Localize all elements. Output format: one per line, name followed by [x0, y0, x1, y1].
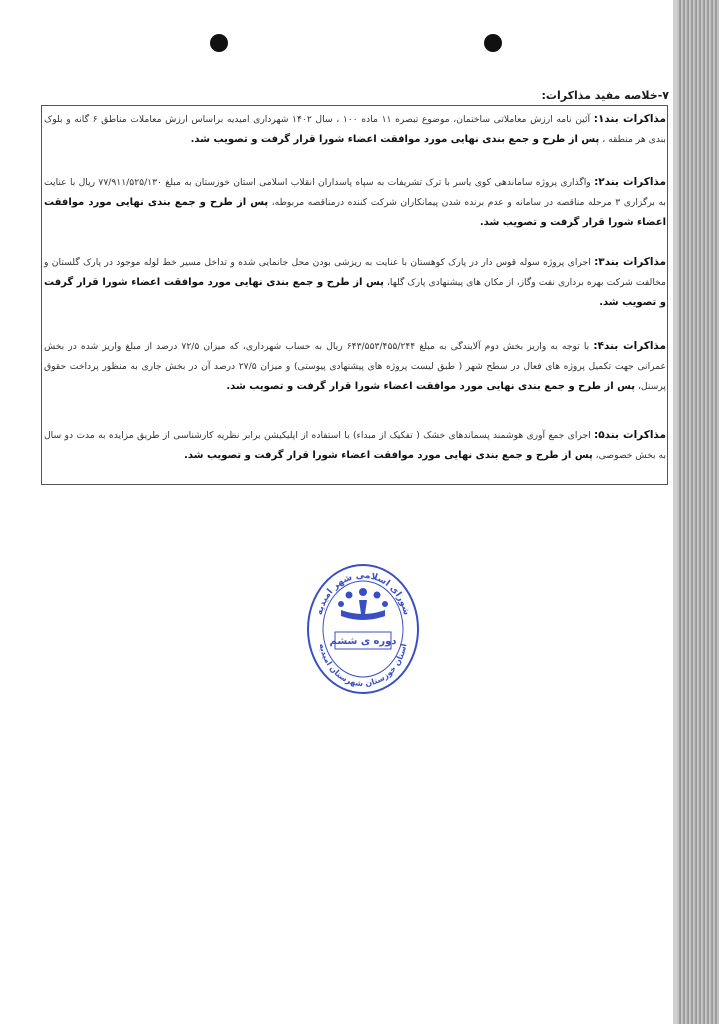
clause-head: مذاکرات بند۳:	[594, 256, 667, 268]
clause-head: مذاکرات بند۴:	[593, 340, 666, 352]
clause-1	[44, 109, 666, 150]
clause-resolution: پس از طرح و جمع بندی نهایی مورد موافقت اعضاء شورا قرار گرفت و تصویب شد.	[44, 277, 666, 308]
clause-body: واگذاری پروژه ساماندهی کوی یاسر با ترک تشریفات به سپاه پاسداران انقلاب اسلامی استان خوزستان به مبلغ ۷۷/۹۱۱/۵۲۵/۱۳۰ ریال با عنایت به برگزاری ۳ مرحله مناقصه در سامانه و عدم برنده شدن پیمانکاران شرکت کننده درمناقصه مربوطه،	[44, 177, 666, 208]
paper-stack-edge	[673, 0, 719, 1024]
clause-body: اجرای پروژه سوله قوس دار در پارک کوهستان با عنایت به ریزشی بودن محل جانمایی شده و تداخل مسیر خط لوله موجود در پارک گلستان و مخالفت شرکت بهره برداری نفت وگاز، از مکان های پیشنهادی پارک گلها،	[44, 257, 666, 288]
clause-3	[44, 252, 666, 313]
clause-resolution: پس از طرح و جمع بندی نهایی مورد موافقت اعضاء شورا قرار گرفت و تصویب شد.	[226, 381, 636, 392]
punch-hole	[210, 34, 228, 52]
clause-resolution: پس از طرح و جمع بندی نهایی مورد موافقت اعضاء شورا قرار گرفت و تصویب شد.	[184, 450, 593, 461]
seal-emblem	[338, 588, 388, 620]
seal-text-bottom: استان خوزستان شهرستان امیدیه	[317, 642, 409, 689]
section-title: ۷-خلاصه مفید مذاکرات:	[541, 89, 669, 102]
clause-body: اجرای جمع آوری هوشمند پسماندهای خشک ( تفکیک از مبداء) با استفاده از اپلیکیشن برابر نظریه کارشناسی از طریق مزایده به مدت دو سال به بخش خصوصی،	[44, 430, 666, 461]
clause-body: آئین نامه ارزش معاملاتی ساختمان، موضوع تبصره ۱۱ ماده ۱۰۰ ، سال ۱۴۰۲ شهرداری امیدیه براساس ارزش معاملات مناطق ۶ گانه و بلوک بندی هر منطقه ،	[44, 114, 666, 145]
clause-resolution: پس از طرح و جمع بندی نهایی مورد موافقت اعضاء شورا قرار گرفت و تصویب شد.	[44, 197, 666, 228]
punch-hole	[484, 34, 502, 52]
clause-head: مذاکرات بند۱:	[593, 113, 666, 125]
clause-2	[44, 172, 666, 233]
clause-body: با توجه به واریز بخش دوم آلایندگی به مبلغ ۶۴۳/۵۵۳/۴۵۵/۲۴۴ ریال به حساب شهرداری، که میزان ۷۲/۵ درصد از مبلغ واریز شده در بخش عمرانی جهت تکمیل پروژه های فعال در سطح شهر ( طبق لیست پروژه های پیشنهادی پیوستی) و میزان ۲۷/۵ درصد آن در بخش جاری به منظور پرداخت حقوق پرسنل،	[44, 341, 666, 392]
clause-head: مذاکرات بند۵:	[594, 429, 666, 441]
clause-resolution: پس از طرح و جمع بندی نهایی مورد موافقت اعضاء شورا قرار گرفت و تصویب شد.	[190, 134, 600, 145]
council-seal	[305, 562, 421, 696]
seal-text-middle: دوره ی ششم	[329, 636, 397, 647]
clause-4	[44, 336, 666, 397]
clause-5	[44, 425, 666, 466]
clause-head: مذاکرات بند۲:	[594, 176, 666, 188]
seal-text-top: شورای اسلامی شهر امیدیه	[314, 570, 412, 617]
